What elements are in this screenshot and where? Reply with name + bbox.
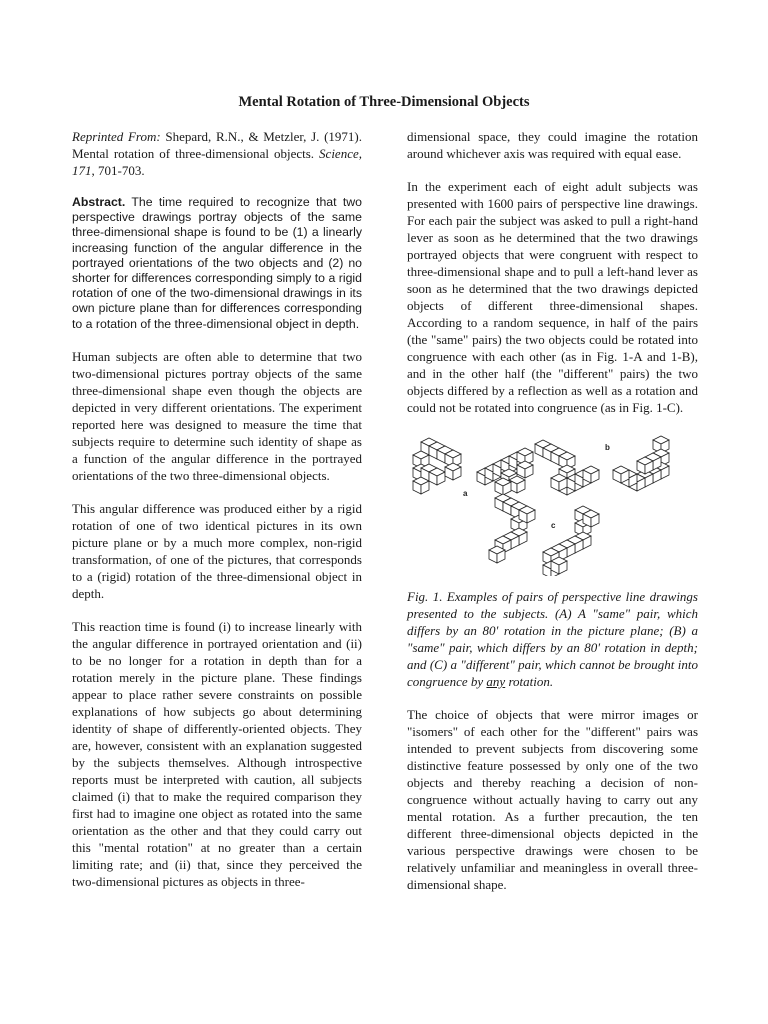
abstract-label: Abstract. (72, 195, 126, 209)
body-paragraph: dimensional space, they could imagine the rotation around whichever axis was required with equal ease. (407, 129, 698, 161)
body-paragraph: This angular difference was produced either by a rigid rotation of one of two identical pictures in its own picture plane or by a much more complex, non-rigid transformation, of one of the pictures, that corresponds to a (rigid) rotation of the three-dimensional object in depth. (72, 500, 362, 601)
reference-paragraph (72, 128, 362, 179)
reference-authors: Shepard, R.N., & Metzler, J. (1971). Mental rotation of three-dimensional objects. (72, 129, 363, 161)
caption-end: rotation. (505, 674, 554, 689)
reference-journal: Science, 171 (72, 146, 362, 178)
body-paragraph: In the experiment each of eight adult subjects was presented with 1600 pairs of perspective line drawings. For each pair the subject was asked to pull a right-hand lever as soon as he determined that the two drawings portrayed objects that were congruent with respect to three-dimensional shape and to pull a left-hand lever as soon as he determined that the two drawings depicted objects of different three-dimensional shapes. According to a random sequence, in half of the pairs (the "same" pairs) the two objects could be rotated into congruence with each other (as in Fig. 1-A and 1-B), and in the other half (the "different" pairs) the two objects differed by a reflection as well as a rotation and could not be rotated into congruence (as in Fig. 1-C). (407, 179, 698, 415)
reference-label: Reprinted From: (72, 129, 161, 144)
body-paragraph: The choice of objects that were mirror images or "isomers" of each other for the "different" pairs was intended to prevent subjects from discovering some distinctive feature possessed by only one of the two objects and thereby reaching a decision of non-congruence without actually having to carry out any mental rotation. As a further precaution, the ten different three-dimensional objects depicted in the various perspective drawings were chosen to be relatively unfamiliar and meaningless in overall three-dimensional shape. (407, 707, 698, 892)
body-paragraph: This reaction time is found (i) to increase linearly with the angular difference in portrayed orientation and (ii) to be no longer for a rotation in depth than for a rotation merely in the picture plane. These findings appear to place rather severe constraints on possible explanations of how subjects go about determining identity of shape of differently-oriented objects. They are, however, consistent with an explanation suggested by the subjects themselves. Although introspective reports must be interpreted with caution, all subjects claimed (i) that to make the required comparison they first had to imagine one object as rotated into the same orientation as the other and that they could carry out this "mental rotation" at no greater than a certain limiting rate; and (ii) that, since they perceived the two-dimensional pictures as objects in three- (72, 618, 362, 889)
caption-text: Fig. 1. Examples of pairs of perspective line drawings presented to the subjects. (A) A "same" pair, which differs by an 80' rotation in the picture plane; (B) a "same" pair, which differs by an 80' rotation in depth; and (C) a "different" pair, which cannot be brought into congruence by (407, 589, 698, 689)
object-c1 (489, 494, 535, 563)
figure-caption (407, 588, 698, 690)
object-a1 (413, 438, 461, 494)
reference-pages: , 701-703. (91, 163, 145, 178)
abstract-paragraph (72, 195, 362, 332)
label-b: b (605, 443, 610, 452)
object-c2 (543, 506, 599, 576)
object-a2 (477, 448, 533, 495)
abstract-text: The time required to recognize that two perspective drawings portray objects of the same three-dimensional shape is found to be (1) a linearly increasing function of the angular difference in the portrayed orientations of the two objects and (2) no shorter for differences corresponding simply to a rigid rotation of one of the two-dimensional drawings in its own picture plane than for differences corresponding to a rotation of the three-dimensional object in depth. (72, 195, 362, 331)
label-c: c (551, 521, 556, 530)
label-a: a (463, 489, 468, 498)
object-b1 (535, 440, 599, 495)
left-column (72, 128, 362, 906)
body-paragraph: Human subjects are often able to determine that two two-dimensional pictures portray objects of the same three-dimensional shape even though the objects are depicted in very different orientations. The experiment reported here was designed to measure the time that subjects require to determine such identity of shape as a function of the angular difference in the portrayed orientations of the two three-dimensional objects. (72, 348, 362, 483)
object-b2 (613, 436, 669, 491)
right-column (407, 128, 698, 909)
figure-1 (407, 432, 698, 576)
caption-underlined-word: any (486, 674, 506, 689)
cube-drawings-figure (407, 432, 698, 576)
paper-title: Mental Rotation of Three-Dimensional Objects (238, 94, 530, 110)
